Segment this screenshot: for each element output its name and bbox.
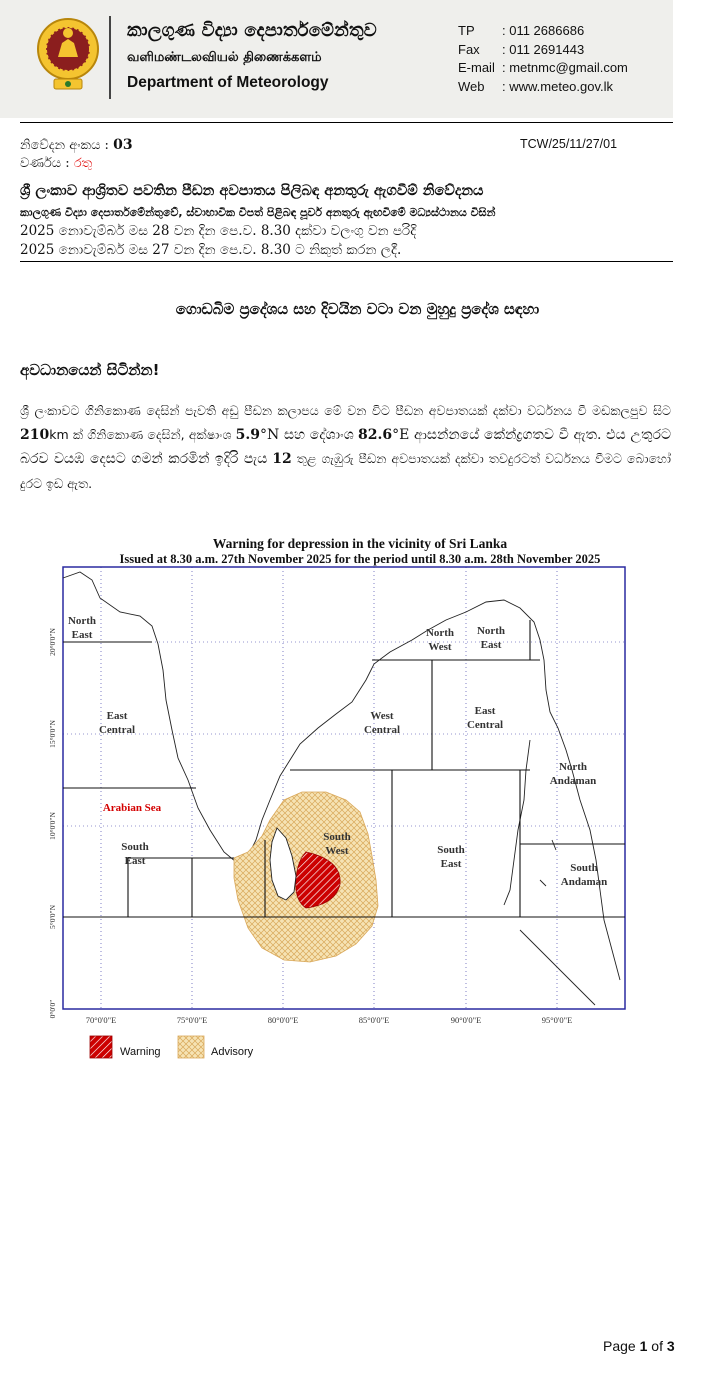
lon-label-95: 95°0'0"E [541,1015,573,1025]
lon-label-90: 90°0'0"E [450,1015,482,1025]
reference-number: TCW/25/11/27/01 [520,137,618,151]
svg-text:East: East [440,858,462,870]
svg-text:Central: Central [98,724,136,736]
label-north-andaman: North [558,761,588,773]
svg-text:East: East [480,639,502,651]
label-west-central-bay: West [370,710,394,722]
notice-title: ශ්‍රී ලංකාව ආශ්‍රිතව පවතින පීඩන අවපාතය පිලිබඳ අනතුරු ඇගවීම් නිවේදනය [20,183,484,199]
notice-number: නිවේදන අංකය : 03 [20,137,133,153]
legend-warning-swatch [90,1036,112,1058]
map-title: Warning for depression in the vicinity of Sri Lanka [212,536,508,551]
valid-until-line: 2025 නොවැම්බර් මස 28 වන දින පෙ.ව. 8.30 දක්වා වලංගු වන පරිදි [20,223,417,239]
page-number: Page 1 of 3 [603,1338,675,1354]
notice-colour: වර්ණය : රතු [20,156,93,171]
contact-block [458,22,628,96]
contact-email: E-mail : metnmc@gmail.com [458,60,628,75]
lat-label-0: 0°0'0" [48,999,57,1019]
contact-tp: TP : 011 2686686 [458,23,585,38]
label-south-andaman: South [570,862,598,874]
lon-label-80: 80°0'0"E [267,1015,299,1025]
issuer-line: කාලගුණ විද්‍යා දෙපාර්තමේන්තුවේ, ස්වාභාවික විපත් පිළිබඳ පූර්ව අනතුරු ඇඟවීමේ මධ්‍යස්ථානය විසින් [20,206,496,219]
svg-text:West: West [428,641,452,653]
svg-text:West: West [325,845,349,857]
contact-web: Web : www.meteo.gov.lk [458,78,614,94]
contact-fax: Fax : 011 2691443 [458,41,585,57]
lon-label-70: 70°0'0"E [85,1015,117,1025]
dept-name-sinhala: කාලගුණ විද්‍යා දෙපාර්තමේන්තුව [127,20,377,41]
header-divider [109,16,111,99]
lat-label-15: 15°0'0"N [48,720,57,748]
warning-map [0,520,715,1080]
svg-text:East: East [71,629,93,641]
svg-text:East: East [124,855,146,867]
sri-lanka-emblem-icon [36,13,100,95]
dept-name-english: Department of Meteorology [127,74,329,91]
label-north-west-bay: North [425,627,455,639]
body-paragraph: ශ්‍රී ලංකාවට ගිනිකොණ දෙසින් පැවති අඩු පීඩන කලාපය මේ වන විට පීඩන අවපාතයක් දක්වා වර්ධනය වී මඩකලපුව සිට 210km ක් ගිනිකොණ දෙසින්, අක්ෂාංශ 5.9°N සහ දේශාංශ 82.6°E ආසන්නයේ කේන්ද්‍රගතව වී ඇත. එය උතුරට බරව වයඹ දෙසට ගමන් කරමින් ඉදිරි පැය 12 තුළ ගැඹුරු පීඩන අවපාතයක් දක්වා තවදුරටත් වර්ධනය වීමට බොහෝ දුරට ඉඩ ඇත. [20,403,672,491]
title-rule [20,261,673,262]
header-rule [20,122,673,123]
attention-heading: අවධානයෙන් සිටින්න! [20,361,160,379]
label-east-central-arabian: East [106,710,128,722]
label-south-east-arabian: South [121,841,149,853]
dept-name-tamil: வளிமண்டலவியல் திணைக்களம் [127,50,322,65]
lat-label-20: 20°0'0"N [48,628,57,656]
label-south-east-bay: South [437,844,465,856]
svg-text:Central: Central [466,719,504,731]
lat-label-5: 5°0'0"N [48,904,57,930]
lon-label-85: 85°0'0"E [358,1015,390,1025]
label-east-central-bay: East [474,705,496,717]
legend-advisory-swatch [178,1036,204,1058]
label-north-east-arabian: North [67,615,97,627]
svg-text:Central: Central [363,724,401,736]
issued-at-line: 2025 නොවැම්බර් මස 27 වන දින පෙ.ව. 8.30 ට නිකුත් කරන ලදී. [20,242,402,258]
label-south-west-bay: South [323,831,351,843]
letterhead [0,0,673,118]
legend-advisory-label: Advisory [211,1046,254,1058]
svg-text:Andaman: Andaman [549,775,597,787]
map-subtitle: Issued at 8.30 a.m. 27th November 2025 for the period until 8.30 a.m. 28th November 2025 [119,552,601,566]
svg-text:Andaman: Andaman [560,876,608,888]
label-arabian-sea: Arabian Sea [102,802,162,814]
area-heading: ගොඩබිම ප්‍රදේශය සහ දිවයින වටා වන මුහුදු ප්‍රදේශ සඳහා [175,300,540,318]
legend-warning-label: Warning [120,1046,161,1058]
label-north-east-bay: North [476,625,506,637]
lon-label-75: 75°0'0"E [176,1015,208,1025]
lat-label-10: 10°0'0"N [48,812,57,840]
